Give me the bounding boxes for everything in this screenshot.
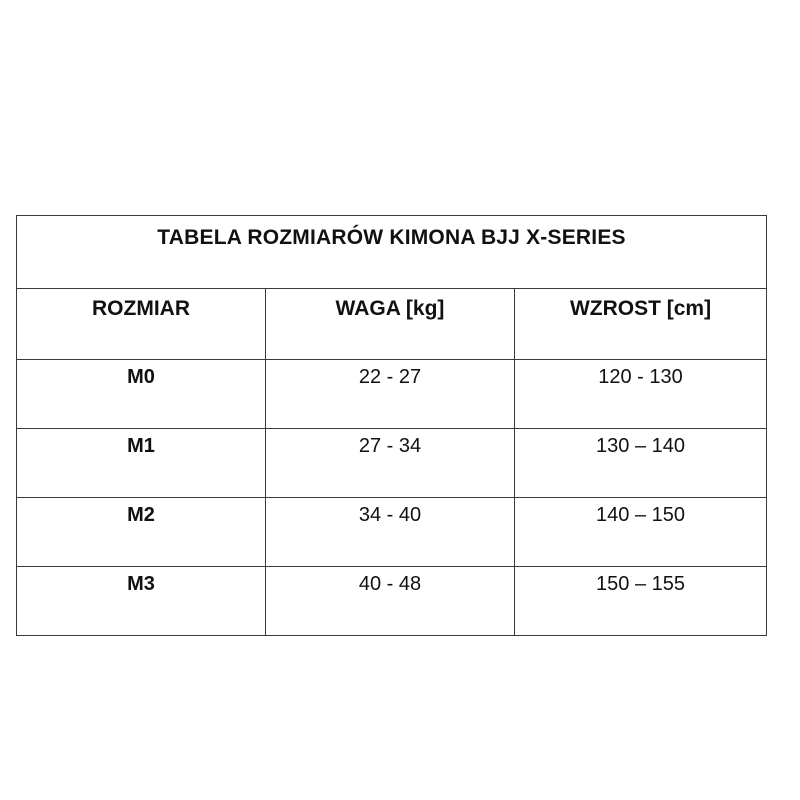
table-row: [17, 567, 767, 636]
height-cell: 150 – 155: [515, 567, 767, 636]
header-row: [17, 289, 767, 360]
size-cell: M3: [17, 567, 266, 636]
header-weight: WAGA [kg]: [266, 289, 515, 360]
header-size: ROZMIAR: [17, 289, 266, 360]
table-row: [17, 429, 767, 498]
size-cell: M2: [17, 498, 266, 567]
table-row: [17, 498, 767, 567]
title-row: [17, 216, 767, 289]
weight-cell: 34 - 40: [266, 498, 515, 567]
size-chart-table: [16, 215, 767, 636]
table-row: [17, 360, 767, 429]
weight-cell: 40 - 48: [266, 567, 515, 636]
size-cell: M1: [17, 429, 266, 498]
table-title: TABELA ROZMIARÓW KIMONA BJJ X-SERIES: [17, 216, 767, 289]
height-cell: 140 – 150: [515, 498, 767, 567]
header-height: WZROST [cm]: [515, 289, 767, 360]
size-cell: M0: [17, 360, 266, 429]
height-cell: 120 - 130: [515, 360, 767, 429]
weight-cell: 22 - 27: [266, 360, 515, 429]
weight-cell: 27 - 34: [266, 429, 515, 498]
height-cell: 130 – 140: [515, 429, 767, 498]
